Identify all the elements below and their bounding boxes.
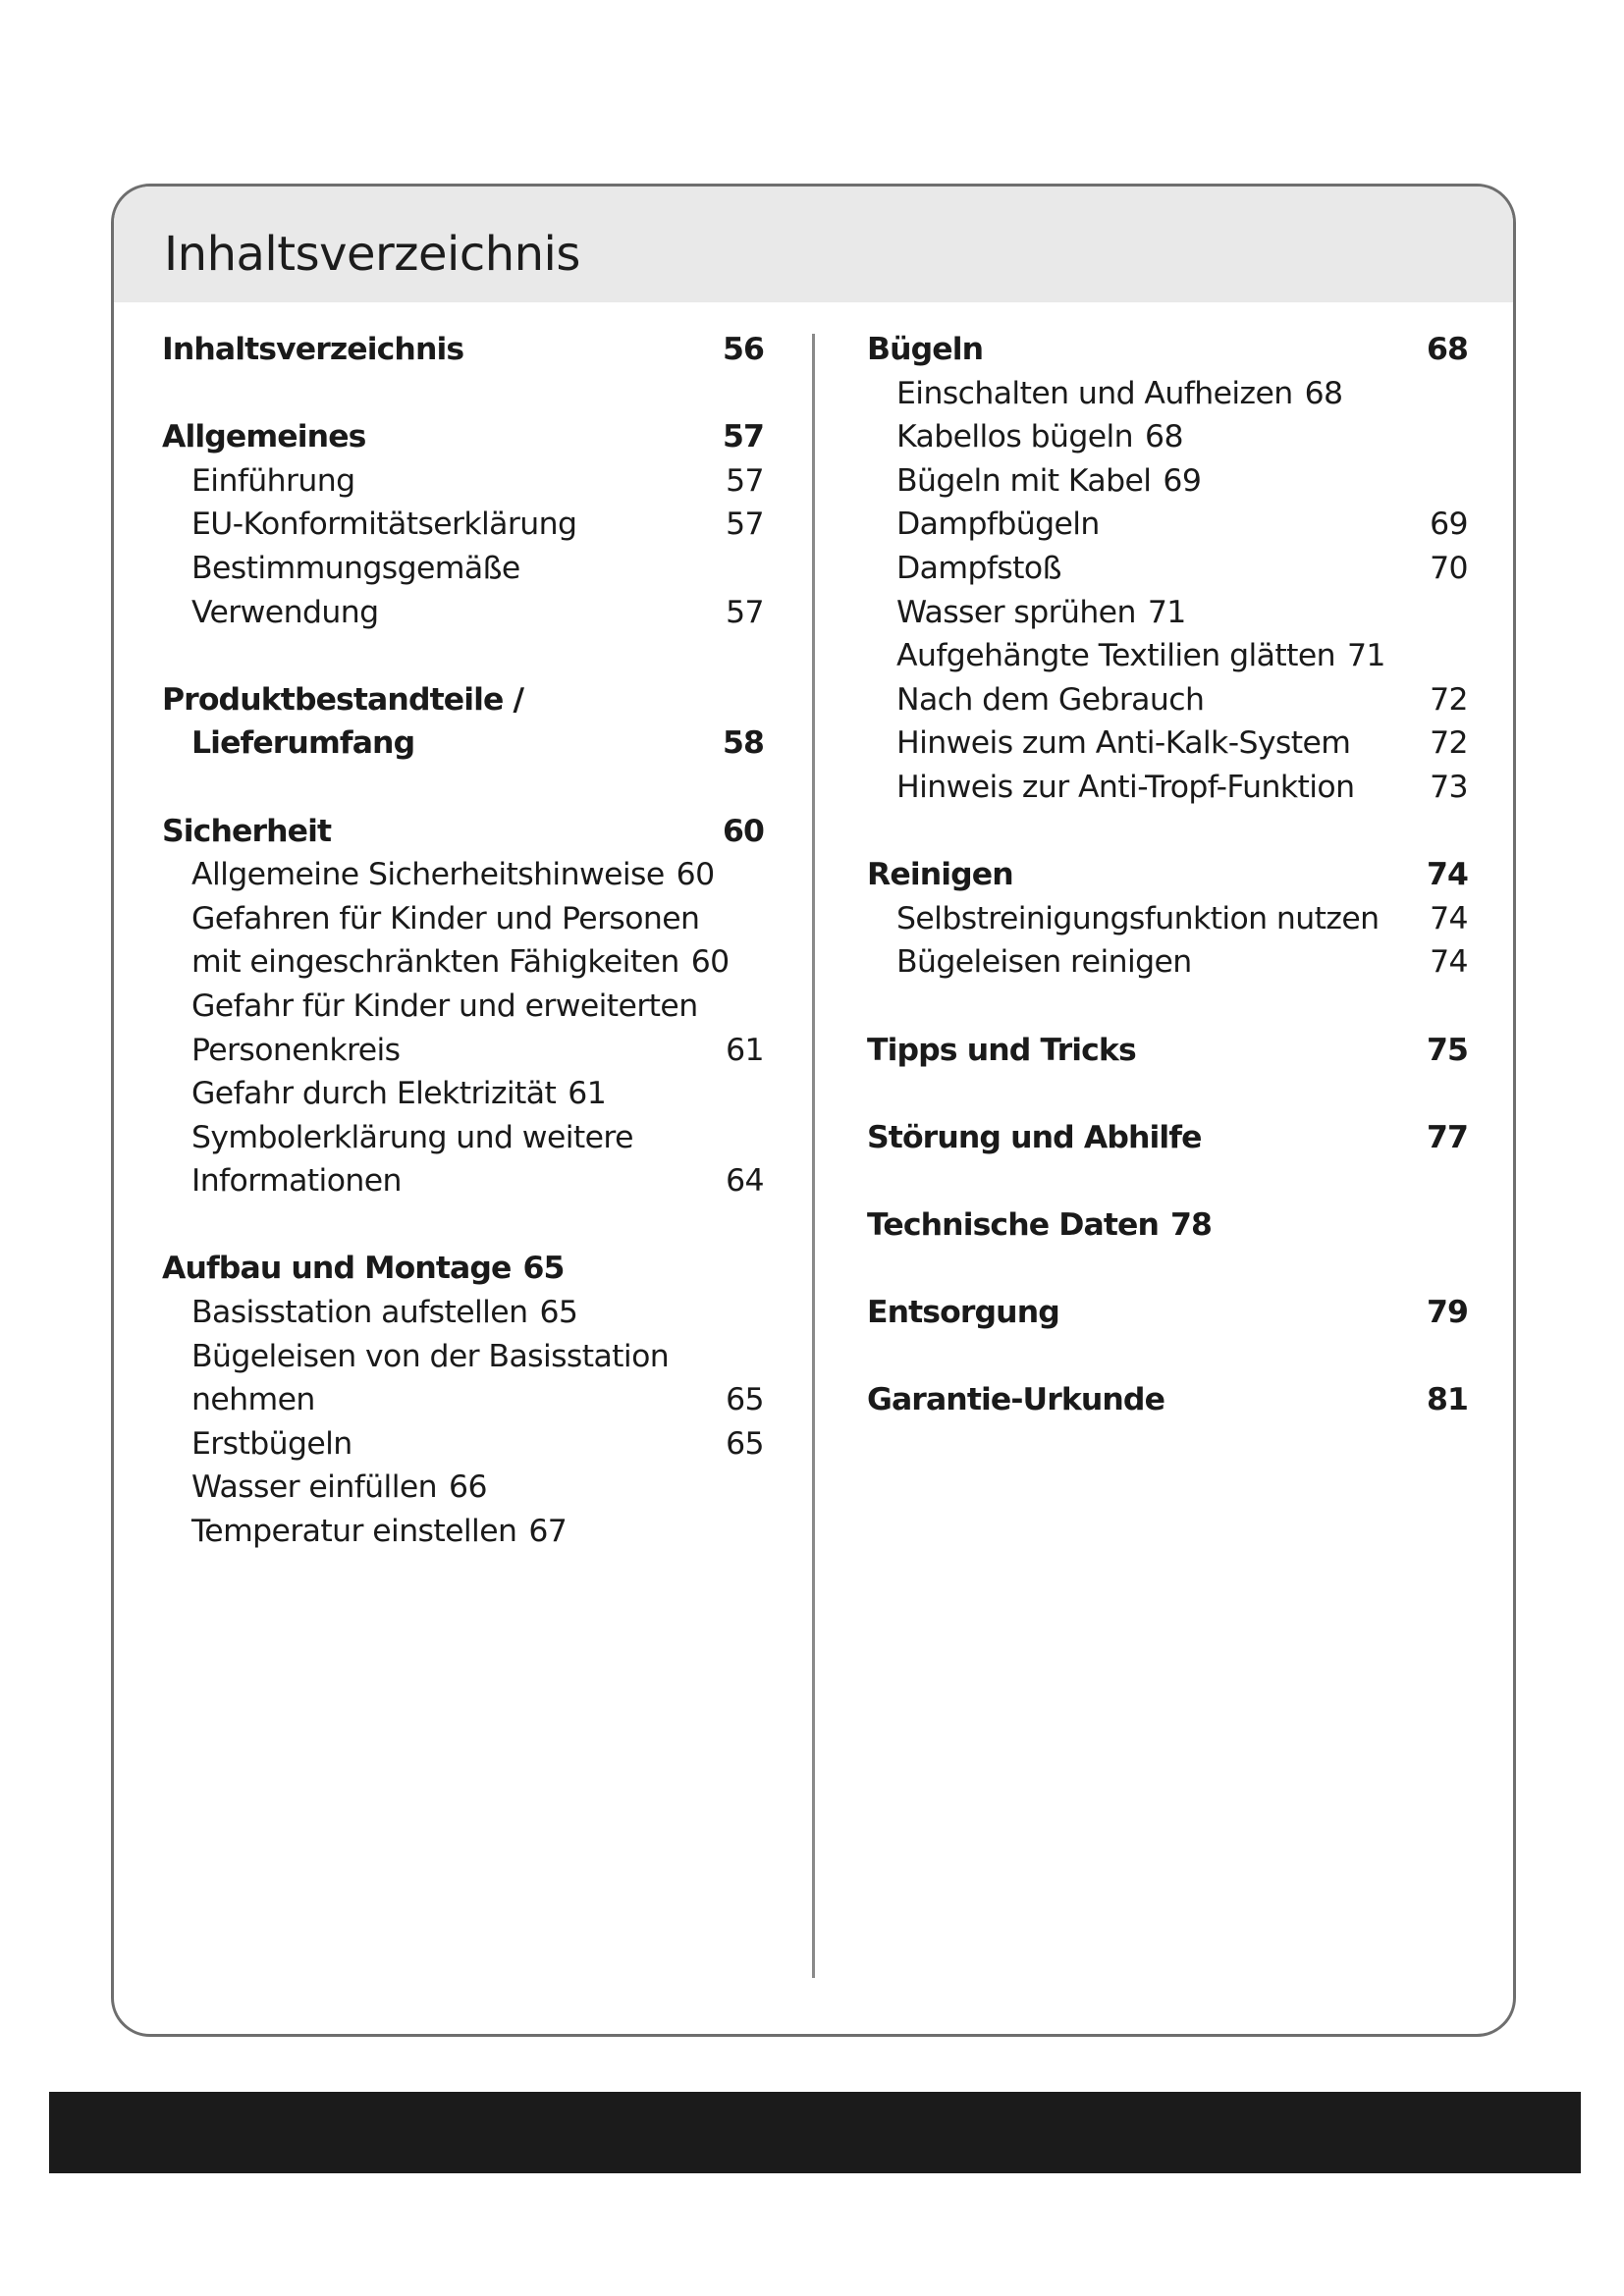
toc-heading-entry[interactable] [162,1247,764,1291]
toc-entry-title: Bestimmungsgemäße [191,550,520,586]
toc-entry-title: Basisstation aufstellen [191,1295,528,1331]
toc-sub-entry[interactable] [162,940,764,985]
toc-entry-title: Inhaltsverzeichnis [162,332,464,367]
toc-entry-page: 61 [726,1032,764,1068]
toc-entry-title: Allgemeines [162,419,366,455]
toc-entry-page: 73 [1430,769,1468,805]
toc-entry-page: 72 [1430,725,1468,762]
toc-sub-entry[interactable] [162,1291,764,1335]
toc-section [162,1247,764,1553]
toc-entry-page: 70 [1430,550,1468,586]
toc-entry-page: 67 [528,1514,568,1550]
toc-entry-page: 69 [1430,507,1468,543]
toc-section [867,1203,1468,1248]
toc-entry-page: 68 [1304,375,1343,411]
toc-entry-title: Produktbestandteile / [162,681,524,718]
toc-entry-title: Bügeln [867,332,984,367]
toc-entry-page: 81 [1426,1382,1468,1418]
toc-heading-entry[interactable] [162,415,764,459]
toc-entry-page: 68 [1426,332,1468,367]
toc-entry-title: Hinweis zur Anti-Tropf-Funktion [896,769,1355,805]
toc-entry-page: 77 [1426,1119,1468,1155]
toc-entry-title: Temperatur einstellen [191,1514,517,1550]
toc-entry-title: Aufgehängte Textilien glätten [896,638,1335,674]
toc-entry-page: 75 [1426,1032,1468,1068]
toc-entry-title: Bügeleisen von der Basisstation [191,1338,670,1374]
toc-entry-page: 74 [1430,944,1468,981]
toc-entry-page: 57 [726,594,764,630]
page-title: Inhaltsverzeichnis [164,227,580,282]
toc-sub-entry[interactable] [867,547,1468,591]
toc-heading-entry[interactable] [162,810,764,854]
toc-sub-entry[interactable] [867,459,1468,504]
toc-entry-title: Einschalten und Aufheizen [896,375,1293,411]
toc-entry-title: Entsorgung [867,1295,1059,1331]
toc-entry-page: 57 [726,507,764,543]
toc-sub-entry[interactable] [867,678,1468,722]
toc-entry-title: Bügeln mit Kabel [896,462,1152,499]
toc-entry-title: Lieferumfang [191,725,415,762]
toc-entry-title: Störung und Abhilfe [867,1119,1202,1155]
toc-sub-entry[interactable] [867,897,1468,941]
toc-heading-entry[interactable] [867,1029,1468,1073]
toc-sub-entry[interactable] [162,1072,764,1116]
toc-header [114,187,1513,302]
toc-entry-title: Informationen [191,1163,402,1200]
toc-right-column [867,328,1468,1466]
toc-entry-page: 65 [726,1382,764,1418]
toc-heading-entry[interactable] [867,1291,1468,1335]
column-divider [812,334,815,1978]
toc-sub-entry[interactable] [162,1159,764,1203]
toc-sub-entry[interactable] [162,897,764,941]
toc-entry-title: mit eingeschränkten Fähigkeiten [191,944,679,981]
toc-sub-entry[interactable] [162,1378,764,1422]
toc-entry-page: 78 [1170,1206,1213,1243]
toc-sub-entry[interactable] [162,1510,764,1554]
toc-heading-entry[interactable] [162,678,764,722]
toc-entry-title: Gefahr durch Elektrizität [191,1076,557,1112]
toc-entry-page: 74 [1426,857,1468,893]
toc-entry-title: Dampfstoß [896,550,1061,586]
toc-sub-entry[interactable] [162,985,764,1029]
toc-entry-title: nehmen [191,1382,315,1418]
toc-entry-title: Bügeleisen reinigen [896,944,1192,981]
toc-sub-entry[interactable] [162,547,764,591]
toc-entry-title: Technische Daten [867,1206,1160,1243]
toc-entry-title: Hinweis zum Anti-Kalk-System [896,725,1351,762]
toc-sub-entry[interactable] [162,1029,764,1073]
toc-entry-page: 66 [449,1469,487,1506]
toc-entry-title: Wasser sprühen [896,594,1136,630]
toc-section [867,1029,1468,1073]
toc-heading-entry[interactable] [867,853,1468,897]
toc-section [162,810,764,1203]
toc-entry-page: 57 [722,419,764,455]
toc-sub-entry[interactable] [867,721,1468,766]
toc-section [162,415,764,634]
toc-sub-entry[interactable] [162,853,764,897]
toc-section [867,853,1468,985]
toc-sub-entry[interactable] [867,766,1468,810]
toc-entry-title: EU-Konformitätserklärung [191,507,577,543]
toc-entry-title: Verwendung [191,594,379,630]
toc-entry-title: Kabellos bügeln [896,419,1134,455]
toc-sub-entry[interactable] [162,459,764,504]
toc-entry-title: Symbolerklärung und weitere [191,1119,633,1155]
toc-entry-page: 60 [690,944,730,981]
toc-sub-entry[interactable] [867,372,1468,416]
toc-sub-entry[interactable] [867,415,1468,459]
toc-entry-title: Aufbau und Montage [162,1251,512,1287]
toc-sub-entry[interactable] [162,1335,764,1379]
toc-entry-page: 58 [722,725,764,762]
toc-heading-entry[interactable] [162,721,764,766]
toc-section [867,328,1468,810]
toc-sub-entry[interactable] [867,503,1468,547]
toc-left-column [162,328,764,1597]
toc-sub-entry[interactable] [162,1116,764,1160]
toc-sub-entry[interactable] [162,503,764,547]
toc-entry-page: 60 [722,813,764,849]
toc-entry-title: Sicherheit [162,813,332,849]
toc-entry-page: 65 [726,1425,764,1462]
toc-heading-entry[interactable] [867,1378,1468,1422]
toc-sub-entry[interactable] [867,940,1468,985]
toc-sub-entry[interactable] [162,1422,764,1467]
toc-entry-page: 56 [722,332,764,367]
toc-entry-title: Selbstreinigungsfunktion nutzen [896,900,1380,936]
toc-entry-title: Gefahr für Kinder und erweiterten [191,988,698,1024]
toc-entry-title: Personenkreis [191,1032,401,1068]
toc-section [867,1291,1468,1335]
footer-bar [49,2092,1581,2173]
toc-entry-page: 71 [1147,594,1186,630]
toc-entry-title: Reinigen [867,857,1013,893]
toc-entry-page: 74 [1430,900,1468,936]
toc-entry-title: Wasser einfüllen [191,1469,437,1506]
toc-entry-page: 65 [539,1295,578,1331]
toc-section [162,678,764,766]
toc-sub-entry[interactable] [162,591,764,635]
toc-sub-entry[interactable] [867,634,1468,678]
toc-entry-title: Tipps und Tricks [867,1032,1136,1068]
toc-entry-title: Einführung [191,462,355,499]
toc-entry-page: 68 [1145,419,1183,455]
toc-heading-entry[interactable] [162,328,764,372]
toc-section [867,1116,1468,1160]
toc-entry-page: 64 [726,1163,764,1200]
toc-heading-entry[interactable] [867,328,1468,372]
toc-entry-title: Allgemeine Sicherheitshinweise [191,857,665,893]
toc-entry-page: 60 [676,857,715,893]
toc-entry-page: 57 [726,462,764,499]
toc-entry-page: 61 [568,1076,607,1112]
toc-entry-title: Dampfbügeln [896,507,1100,543]
toc-entry-title: Erstbügeln [191,1425,352,1462]
toc-entry-page: 65 [522,1251,565,1287]
toc-entry-title: Garantie-Urkunde [867,1382,1165,1418]
toc-sub-entry[interactable] [162,1466,764,1510]
toc-section [162,328,764,372]
toc-heading-entry[interactable] [867,1203,1468,1248]
toc-entry-title: Nach dem Gebrauch [896,681,1205,718]
toc-sub-entry[interactable] [867,591,1468,635]
toc-section [867,1378,1468,1422]
toc-entry-page: 79 [1426,1295,1468,1331]
toc-entry-page: 71 [1346,638,1385,674]
toc-entry-title: Gefahren für Kinder und Personen [191,900,700,936]
toc-entry-page: 69 [1163,462,1202,499]
toc-heading-entry[interactable] [867,1116,1468,1160]
toc-entry-page: 72 [1430,681,1468,718]
